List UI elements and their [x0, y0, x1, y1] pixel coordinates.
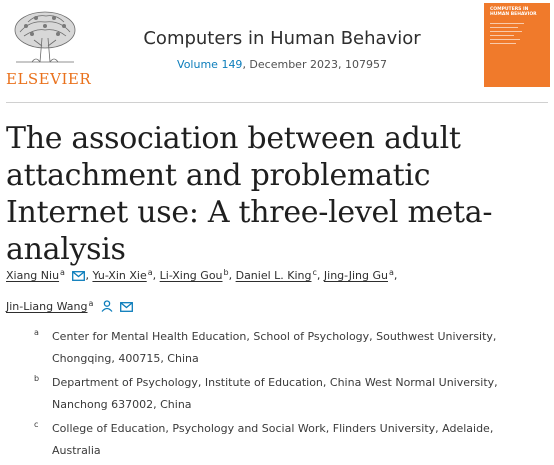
- journal-cover-thumbnail[interactable]: [484, 3, 550, 87]
- journal-title[interactable]: Computers in Human Behavior: [143, 28, 421, 49]
- publisher-wordmark: ELSEVIER: [6, 70, 92, 88]
- volume-link[interactable]: Volume 149: [177, 58, 243, 71]
- affiliation-mark: a: [34, 328, 39, 337]
- cover-line: [490, 35, 514, 36]
- elsevier-logo[interactable]: [6, 6, 92, 88]
- affiliation-item: [34, 418, 534, 462]
- affiliation-text: Department of Psychology, Institute of Education, China West Normal University, Nanchong 637002, China: [52, 376, 498, 411]
- author-affiliation-sup[interactable]: a: [88, 299, 94, 308]
- affiliation-text: Center for Mental Health Education, School of Psychology, Southwest University, Chongqing, 400715, China: [52, 330, 497, 365]
- volume-info: [100, 58, 464, 71]
- author-affiliation-sup[interactable]: b: [223, 268, 229, 277]
- author-link[interactable]: Xiang Niu: [6, 269, 60, 282]
- author-affiliation-sup[interactable]: a: [60, 268, 65, 277]
- cover-line: [490, 23, 524, 24]
- author-link[interactable]: Daniel L. King: [235, 269, 312, 282]
- volume-details: , December 2023, 107957: [242, 58, 387, 71]
- author-affiliation-sup[interactable]: c: [312, 268, 317, 277]
- cover-line: [490, 39, 520, 40]
- affiliation-mark: c: [34, 420, 39, 429]
- cover-line: [490, 43, 516, 44]
- article-header: [0, 0, 554, 100]
- author-list: Xiang Niu$^a$ , Yu-Xin Xie$^a$, Li-Xing Gou$^b$, Daniel L. King$^c$, Jing-Jing Gu$^a$, Jin-Liang Wang$^a$: [6, 260, 546, 322]
- person-icon[interactable]: [101, 296, 113, 322]
- email-icon[interactable]: [72, 265, 85, 291]
- cover-title: COMPUTERS IN HUMAN BEHAVIOR: [490, 7, 537, 17]
- affiliation-item: [34, 372, 534, 416]
- tree-icon: [6, 6, 84, 68]
- affiliation-item: [34, 326, 534, 370]
- email-icon[interactable]: [120, 296, 133, 322]
- author-link[interactable]: Li-Xing Gou: [159, 269, 223, 282]
- author-link[interactable]: Jin-Liang Wang: [6, 300, 88, 313]
- cover-line: [490, 31, 522, 32]
- affiliation-list: [34, 326, 534, 464]
- header-divider: [6, 102, 548, 103]
- cover-line: [490, 27, 518, 28]
- author-link[interactable]: Jing-Jing Gu: [323, 269, 388, 282]
- author-affiliation-sup[interactable]: a: [147, 268, 153, 277]
- article-title: The association between adult attachment and problematic Internet use: A three-level meta-analysis: [6, 121, 493, 267]
- author-affiliation-sup[interactable]: a: [389, 268, 394, 277]
- affiliation-text: College of Education, Psychology and Social Work, Flinders University, Adelaide, Australia: [52, 422, 494, 457]
- affiliation-mark: b: [34, 374, 40, 383]
- author-link[interactable]: Yu-Xin Xie: [92, 269, 147, 282]
